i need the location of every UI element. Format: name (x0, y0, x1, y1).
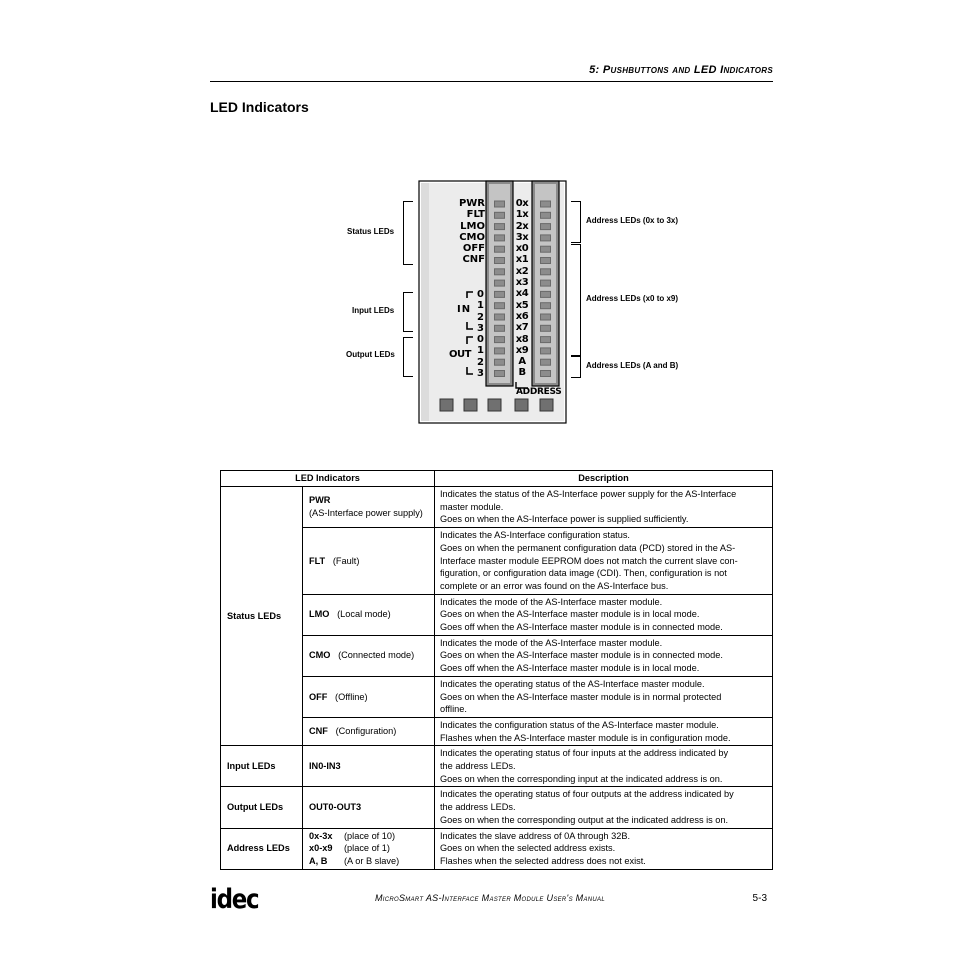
address-label: x1 (515, 254, 529, 266)
in-3: 3 (477, 322, 484, 334)
led-indicator (541, 224, 551, 230)
table-row (221, 746, 773, 787)
desc-input: Indicates the operating status of four inputs at the address indicated by the address LEDs. Goes on when the corresponding input at the indicated address is on. (435, 746, 773, 787)
led-indicators-table (220, 470, 773, 870)
address-label: 1x (515, 209, 529, 221)
output-led-numbers (474, 334, 484, 379)
address-label: 3x (515, 231, 529, 243)
label-off: OFF (462, 243, 485, 255)
table-row (221, 787, 773, 828)
address-caption: ADDRESS (516, 387, 562, 397)
address-item-ab: A, B (A or B slave) (309, 855, 400, 866)
table-header-row (221, 471, 773, 487)
address-label: 2x (515, 220, 529, 232)
table-row (221, 528, 773, 595)
table-row (221, 717, 773, 745)
callout-addr-0x3x: Address LEDs (0x to 3x) (586, 216, 679, 225)
led-indicator (541, 235, 551, 241)
out-2: 2 (477, 356, 484, 368)
led-indicator (495, 269, 505, 275)
led-out0-out3: OUT0-OUT3 (303, 787, 435, 828)
address-label: x8 (515, 333, 529, 345)
led-indicator (541, 314, 551, 320)
header-led-indicators: LED Indicators (221, 471, 435, 487)
table-row (221, 676, 773, 717)
callout-status-leds: Status LEDs (347, 227, 395, 236)
led-panel-figure (0, 0, 954, 440)
led-indicator (495, 348, 505, 354)
desc-lmo: Indicates the mode of the AS-Interface master module. Goes on when the AS-Interface master module is in local mode. Goes off when the AS-Interface master module is in connected mode. (435, 594, 773, 635)
label-pwr: PWR (458, 198, 485, 209)
in-label: IN (457, 304, 472, 315)
led-lmo: LMO (Local mode) (303, 594, 435, 635)
led-indicator (495, 325, 505, 331)
address-label: x2 (515, 265, 529, 277)
led-indicator (495, 337, 505, 343)
led-indicator (541, 212, 551, 218)
led-indicator (495, 291, 505, 297)
desc-output: Indicates the operating status of four outputs at the address indicated by the address LEDs. Goes on when the corresponding output at the indicated address is on. (435, 787, 773, 828)
led-indicator (541, 280, 551, 286)
bracket-addr-ab (571, 356, 581, 378)
status-led-labels (455, 198, 485, 266)
led-indicator (495, 359, 505, 365)
led-indicator (495, 280, 505, 286)
header-description: Description (435, 471, 773, 487)
led-indicator (541, 325, 551, 331)
table-row (221, 594, 773, 635)
group-input-leds: Input LEDs (221, 746, 303, 787)
label-cnf: CNF (462, 254, 485, 266)
section-title: LED Indicators (210, 99, 309, 115)
table-row (221, 635, 773, 676)
bracket-addr-0x3x (571, 201, 581, 243)
desc-cnf: Indicates the configuration status of the AS-Interface master module. Flashes when the AS-Interface master module is in configuration mode. (435, 717, 773, 745)
group-address-leds: Address LEDs (221, 828, 303, 869)
led-indicator (495, 303, 505, 309)
chapter-header: 5: Pushbuttons and LED Indicators (589, 64, 773, 76)
led-indicator (495, 314, 505, 320)
led-in0-in3: IN0-IN3 (303, 746, 435, 787)
led-indicator (495, 224, 505, 230)
address-led-labels (514, 198, 530, 379)
address-label: x6 (515, 310, 529, 322)
bracket-input (403, 292, 413, 332)
bracket-addr-x0x9 (571, 244, 581, 356)
led-indicator (495, 212, 505, 218)
status-rows (221, 487, 773, 746)
led-indicator (541, 291, 551, 297)
out-0: 0 (477, 334, 484, 345)
manual-title: MicroSmart AS-Interface Master Module User's Manual (375, 893, 605, 903)
led-indicator (541, 371, 551, 377)
led-indicator (541, 348, 551, 354)
in-2: 2 (477, 311, 484, 323)
label-lmo: LMO (460, 220, 485, 232)
led-indicator (495, 371, 505, 377)
address-label: x9 (515, 344, 529, 356)
led-indicator (541, 201, 551, 207)
led-cmo: CMO (Connected mode) (303, 635, 435, 676)
led-indicator (541, 303, 551, 309)
led-indicator (495, 201, 505, 207)
led-flt: FLT (Fault) (303, 528, 435, 595)
led-indicator (541, 246, 551, 252)
desc-address: Indicates the slave address of 0A through 32B. Goes on when the selected address exists. Flashes when the selected address does not exist. (435, 828, 773, 869)
table-row (221, 487, 773, 528)
label-cmo: CMO (459, 231, 485, 243)
page-number: 5-3 (752, 893, 767, 904)
led-cnf: CNF (Configuration) (303, 717, 435, 745)
led-address-items (303, 828, 435, 869)
address-label: B (518, 367, 526, 379)
led-pwr: PWR (AS-Interface power supply) (303, 487, 435, 528)
led-indicator (541, 258, 551, 264)
address-label: A (518, 356, 526, 368)
led-indicator (495, 246, 505, 252)
bracket-status (403, 201, 413, 265)
address-item-x0x9: x0-x9 (place of 1) (309, 843, 390, 854)
group-status-leds: Status LEDs (221, 487, 303, 746)
led-indicator (495, 235, 505, 241)
out-3: 3 (477, 367, 484, 379)
callout-addr-ab: Address LEDs (A and B) (586, 361, 679, 370)
address-label: x5 (515, 299, 529, 311)
in-0: 0 (477, 289, 484, 300)
address-item-0x3x: 0x-3x (place of 10) (309, 830, 396, 841)
idec-logo: idec (210, 884, 259, 915)
address-label: 0x (515, 198, 529, 209)
input-led-numbers (474, 289, 484, 334)
out-1: 1 (477, 345, 484, 357)
group-output-leds: Output LEDs (221, 787, 303, 828)
callout-addr-x0x9: Address LEDs (x0 to x9) (586, 294, 679, 303)
address-label: x3 (515, 277, 529, 289)
table-row (221, 828, 773, 869)
address-label: x4 (515, 288, 529, 300)
callout-output-leds: Output LEDs (346, 350, 395, 359)
address-label: x0 (515, 243, 529, 255)
led-off: OFF (Offline) (303, 676, 435, 717)
desc-off: Indicates the operating status of the AS-Interface master module. Goes on when the AS-Interface master module is in normal protected offline. (435, 676, 773, 717)
led-indicator (495, 258, 505, 264)
address-label: x7 (515, 322, 529, 334)
out-label: OUT (449, 349, 471, 360)
desc-cmo: Indicates the mode of the AS-Interface master module. Goes on when the AS-Interface master module is in connected mode. Goes off when the AS-Interface master module is in local mode. (435, 635, 773, 676)
led-indicator (541, 359, 551, 365)
bracket-output (403, 337, 413, 377)
desc-flt: Indicates the AS-Interface configuration status. Goes on when the permanent configuration data (PCD) stored in the AS- Interface master module EEPROM does not match the current slave con- figuration, or configuration data image (CDI). Then, configuration is not complete or an error was found on the AS-Interface bus. (435, 528, 773, 595)
led-indicator (541, 337, 551, 343)
desc-pwr: Indicates the status of the AS-Interface power supply for the AS-Interface master module. Goes on when the AS-Interface power is supplied sufficiently. (435, 487, 773, 528)
callout-input-leds: Input LEDs (352, 306, 395, 315)
label-flt: FLT (466, 209, 485, 221)
led-indicator (541, 269, 551, 275)
in-1: 1 (477, 300, 484, 312)
